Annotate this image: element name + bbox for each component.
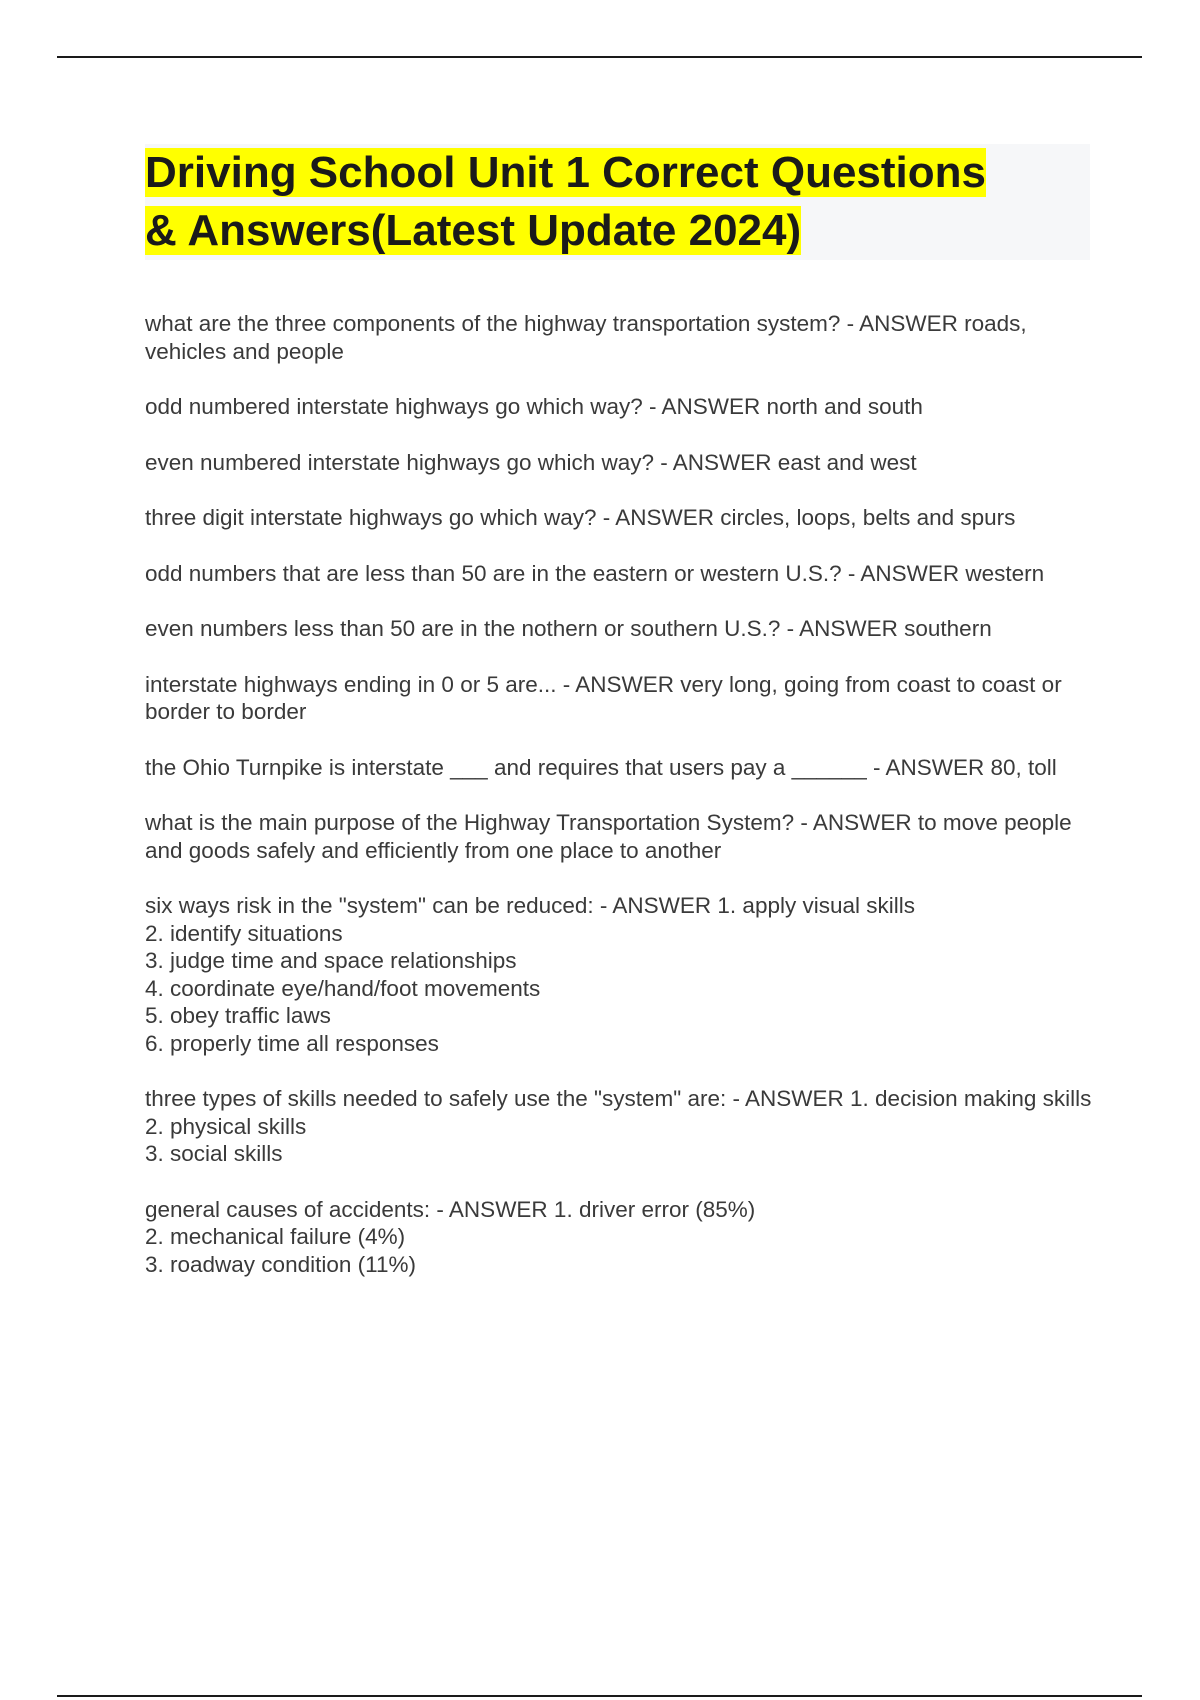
qa-text: what are the three components of the highway transportation system? - ANSWER roads, vehicles and people [145, 311, 1027, 364]
answer-list-line: 4. coordinate eye/hand/foot movements [145, 975, 541, 1001]
top-rule [57, 56, 1142, 58]
qa-item [145, 1085, 1095, 1168]
qa-item [145, 310, 1095, 365]
answer-list-line: 3. social skills [145, 1141, 283, 1166]
qa-item [145, 504, 1095, 532]
bottom-rule [57, 1695, 1142, 1697]
qa-item [145, 671, 1095, 726]
qa-item [145, 892, 1095, 1057]
qa-text: even numbers less than 50 are in the nothern or southern U.S.? - ANSWER southern [145, 616, 992, 641]
qa-text: even numbered interstate highways go which way? - ANSWER east and west [145, 449, 917, 475]
qa-text: the Ohio Turnpike is interstate ___ and requires that users pay a ______ - ANSWER 80, toll [145, 754, 1057, 780]
qa-item [145, 560, 1095, 588]
qa-text: three types of skills needed to safely use the "system" are: - ANSWER 1. decision making skills [145, 1086, 1092, 1111]
answer-list-line: 5. obey traffic laws [145, 1003, 331, 1028]
answer-list-line: 6. properly time all responses [145, 1030, 439, 1056]
title-block [145, 144, 1090, 260]
qa-text: general causes of accidents: - ANSWER 1. driver error (85%) [145, 1196, 756, 1222]
qa-item [145, 393, 1095, 421]
answer-list-line: 2. mechanical failure (4%) [145, 1224, 406, 1249]
document-title [145, 144, 1090, 260]
qa-item [145, 615, 1095, 643]
title-line-2: & Answers(Latest Update 2024) [145, 206, 802, 255]
qa-text: interstate highways ending in 0 or 5 are... - ANSWER very long, going from coast to coast or border to border [145, 671, 1062, 724]
answer-list-line: 2. physical skills [145, 1113, 307, 1139]
qa-text: six ways risk in the "system" can be reduced: - ANSWER 1. apply visual skills [145, 893, 915, 918]
qa-text: odd numbers that are less than 50 are in the eastern or western U.S.? - ANSWER western [145, 560, 1045, 586]
qa-item [145, 449, 1095, 477]
qa-text: what is the main purpose of the Highway Transportation System? - ANSWER to move people and goods safely and efficiently from one place to another [145, 810, 1072, 863]
qa-item [145, 809, 1095, 864]
title-line-1: Driving School Unit 1 Correct Questions [145, 148, 987, 197]
qa-list [145, 310, 1095, 1306]
answer-list-line: 2. identify situations [145, 920, 343, 946]
qa-item [145, 1196, 1095, 1279]
qa-text: odd numbered interstate highways go which way? - ANSWER north and south [145, 394, 923, 419]
answer-list-line: 3. judge time and space relationships [145, 948, 517, 973]
qa-item [145, 754, 1095, 782]
qa-text: three digit interstate highways go which way? - ANSWER circles, loops, belts and spurs [145, 505, 1016, 530]
answer-list-line: 3. roadway condition (11%) [145, 1251, 416, 1277]
